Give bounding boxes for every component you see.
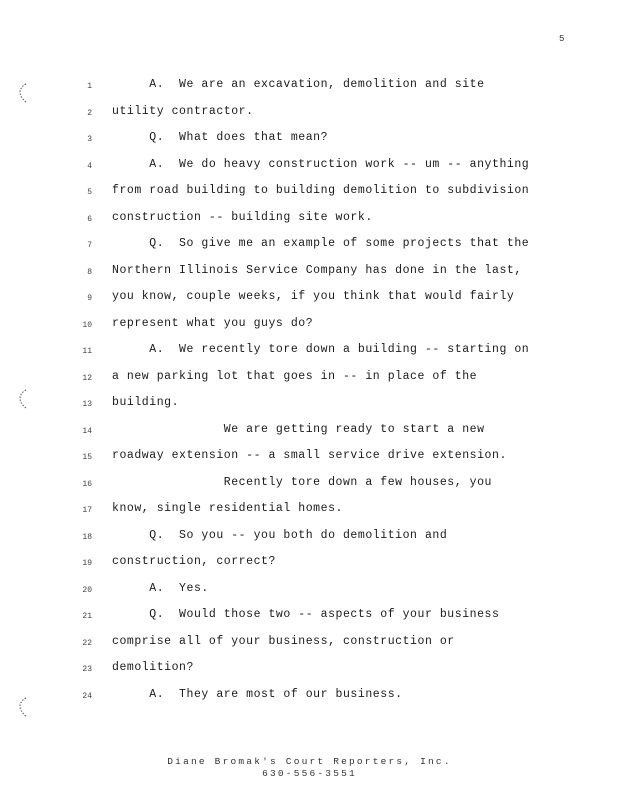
transcript-line (0, 555, 619, 575)
transcript-line (0, 608, 619, 628)
transcript-line (0, 688, 619, 708)
line-text: We are getting ready to start a new (112, 422, 485, 436)
line-text: construction -- building site work. (112, 210, 373, 224)
line-text: a new parking lot that goes in -- in place of the (112, 369, 478, 383)
line-number: 19 (82, 559, 92, 568)
transcript-line (0, 78, 619, 98)
line-text: Recently tore down a few houses, you (112, 475, 493, 489)
line-number: 7 (87, 241, 92, 250)
line-number: 6 (87, 214, 92, 224)
line-number: 1 (87, 82, 92, 91)
line-text: A. They are most of our business. (112, 687, 403, 701)
line-text: A. Yes. (112, 581, 209, 595)
transcript-line (0, 423, 619, 443)
line-number: 10 (82, 320, 92, 330)
line-number: 18 (82, 532, 92, 542)
line-number: 16 (82, 479, 92, 489)
transcript-line (0, 264, 619, 284)
line-number: 20 (82, 585, 92, 595)
line-text: A. We do heavy construction work -- um -- anything (112, 157, 530, 171)
transcript-line (0, 502, 619, 522)
line-number: 3 (87, 135, 92, 144)
transcript-line (0, 343, 619, 363)
line-text: construction, correct? (112, 555, 276, 568)
line-text: represent what you guys do? (112, 316, 314, 330)
line-number: 8 (87, 267, 92, 277)
transcript-line (0, 184, 619, 204)
line-text: from road building to building demolition to subdivision (112, 184, 530, 197)
line-number: 23 (82, 665, 92, 674)
line-text: Q. What does that mean? (112, 131, 329, 144)
transcript-line (0, 290, 619, 310)
line-text: you know, couple weeks, if you think that would fairly (112, 290, 515, 303)
line-text: A. We recently tore down a building -- starting on (112, 343, 530, 356)
line-number: 2 (87, 108, 92, 118)
line-text: Q. So give me an example of some projects that the (112, 237, 530, 250)
line-text: Q. So you -- you both do demolition and (112, 528, 448, 542)
line-number: 14 (82, 426, 92, 436)
footer-reporter-name: Diane Bromak's Court Reporters, Inc. (167, 756, 452, 767)
page-number: 5 (559, 34, 565, 44)
transcript-line (0, 449, 619, 469)
transcript-line (0, 237, 619, 257)
transcript-line (0, 370, 619, 390)
line-text: know, single residential homes. (112, 502, 343, 515)
transcript-line (0, 582, 619, 602)
line-number: 17 (82, 506, 92, 515)
line-number: 13 (82, 400, 92, 409)
line-number: 15 (82, 453, 92, 462)
line-text: demolition? (112, 661, 194, 674)
line-text: roadway extension -- a small service drive extension. (112, 449, 507, 462)
transcript-line (0, 635, 619, 655)
transcript-line (0, 476, 619, 496)
transcript-line (0, 105, 619, 125)
transcript-line (0, 158, 619, 178)
line-number: 5 (87, 188, 92, 197)
transcript-line (0, 529, 619, 549)
transcript-line (0, 396, 619, 416)
line-text: Q. Would those two -- aspects of your business (112, 608, 500, 621)
line-text: A. We are an excavation, demolition and site (112, 78, 485, 91)
transcript-line (0, 661, 619, 681)
line-number: 11 (82, 347, 92, 356)
line-text: comprise all of your business, construction or (112, 634, 455, 648)
line-number: 12 (82, 373, 92, 383)
line-text: building. (112, 396, 180, 409)
transcript-line (0, 317, 619, 337)
line-text: Northern Illinois Service Company has done in the last, (112, 263, 522, 277)
line-number: 9 (87, 294, 92, 303)
line-text: utility contractor. (112, 104, 254, 118)
line-number: 24 (82, 691, 92, 701)
transcript-line (0, 211, 619, 231)
line-number: 21 (82, 612, 92, 621)
footer-phone: 630-556-3551 (262, 768, 357, 779)
line-number: 4 (87, 161, 92, 171)
line-number: 22 (82, 638, 92, 648)
transcript-line (0, 131, 619, 151)
